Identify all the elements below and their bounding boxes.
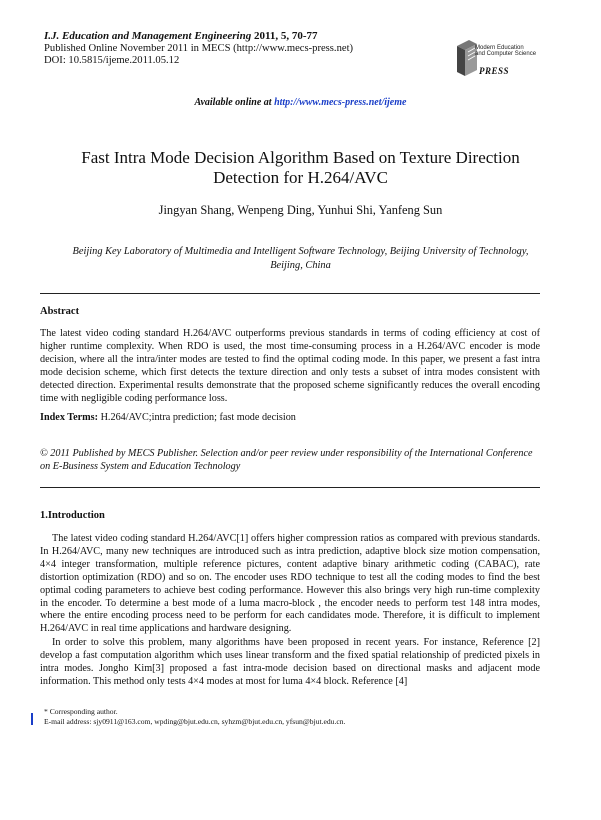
abstract-heading: Abstract	[40, 306, 80, 317]
footnote	[44, 707, 544, 727]
abstract-text: The latest video coding standard H.264/AVC outperforms previous standards in terms of coding efficiency at cost of higher runtime complexity. When RDO is used, the most time-consuming process in a H.264/AVC encoder is mode decision, where all the intra/inter modes are tested to find the optimal coding mode. In this paper, we present a fast intra mode decision scheme, which first detects the texture direction and only tests a subset of intra modes consistent with detected direction. Experimental results demonstrate that the proposed scheme significantly reduces the overall encoding time with negligible coding performance loss.	[40, 328, 540, 404]
top-divider	[40, 293, 540, 294]
introduction-paragraph-2: In order to solve this problem, many algorithms have been proposed in recent years. For instance, Reference [2] develop a fast computation algorithm which uses linear transform and the fixed spatial relationship of predicted pixels in intra modes. Jongho Kim[3] proposed a fast intra-mode decision based on directional masks and adjacent mode information. This method only tests 4×4 modes at most for luma 4×4 block. Reference [4]	[40, 637, 540, 687]
logo-text	[475, 45, 539, 57]
footnote-corresponding: * Corresponding author.	[44, 707, 118, 716]
journal-citation	[44, 30, 424, 43]
affiliation	[40, 245, 561, 273]
journal-issue: 2011, 5, 70-77	[253, 30, 318, 42]
logo-line-2: and Computer Science	[475, 51, 537, 58]
logo-press: PRESS	[479, 66, 510, 76]
journal-url-link[interactable]: http://www.mecs-press.net/ijeme	[274, 97, 407, 108]
available-prefix: Available online at	[194, 97, 275, 108]
book-stack-icon	[455, 38, 479, 78]
logo-line-1: Modern Education	[475, 45, 524, 51]
introduction-heading: 1.Introduction	[40, 510, 105, 521]
affiliation-line-1: Beijing Key Laboratory of Multimedia and Intelligent Software Technology, Beijing University of Technology,	[72, 246, 529, 257]
index-terms	[40, 412, 540, 425]
index-terms-label: Index Terms:	[40, 412, 99, 423]
published-online: Published Online November 2011 in MECS (http://www.mecs-press.net)	[44, 42, 354, 54]
journal-name: I.J. Education and Management Engineering	[44, 30, 252, 42]
introduction-paragraph-1: The latest video coding standard H.264/AVC[1] offers higher compression ratios as compared with previous standards. In H.264/AVC, many new techniques are introduced such as intra prediction, adaptive block size motion compensation, 4×4 integer transformation, multiple reference pictures, content adaptive binary arithmetic coding (CABAC), rate distortion optimization (RDO) and so on. The encoder uses RDO technique to test all the coding modes to find the best optimal coding parameters to achieve best coding performance. However this also brings very high run-time complexity in the encoder. To determine a best mode of a luma macro-block , the encoder needs to perform test 148 intra modes, where the entire encoding process need to be perform for each candidates mode. Therefore, it is difficult to implement H.264/AVC in real time applications and hardware designing.	[40, 533, 540, 635]
affiliation-line-2: Beijing, China	[270, 260, 331, 271]
title-line-1: Fast Intra Mode Decision Algorithm Based on Texture Direction	[81, 148, 520, 167]
doi: DOI: 10.5815/ijeme.2011.05.12	[44, 55, 180, 66]
authors: Jingyan Shang, Wenpeng Ding, Yunhui Shi, Yanfeng Sun	[158, 203, 443, 217]
paper-title	[40, 148, 561, 188]
bottom-divider	[40, 487, 540, 488]
available-online	[0, 97, 601, 108]
footnote-email: E-mail address: sjy0911@163.com, wpding@bjut.edu.cn, syhzm@bjut.edu.cn, yfsun@bjut.edu.cn.	[44, 717, 346, 726]
journal-header	[44, 30, 424, 68]
publisher-logo	[455, 30, 565, 86]
footnote-marker	[31, 713, 33, 725]
title-line-2: Detection for H.264/AVC	[213, 168, 388, 187]
index-terms-text: H.264/AVC;intra prediction; fast mode decision	[98, 412, 296, 423]
copyright-notice: © 2011 Published by MECS Publisher. Selection and/or peer review under responsibility of the International Conference on E-Business System and Education Technology	[40, 448, 533, 472]
